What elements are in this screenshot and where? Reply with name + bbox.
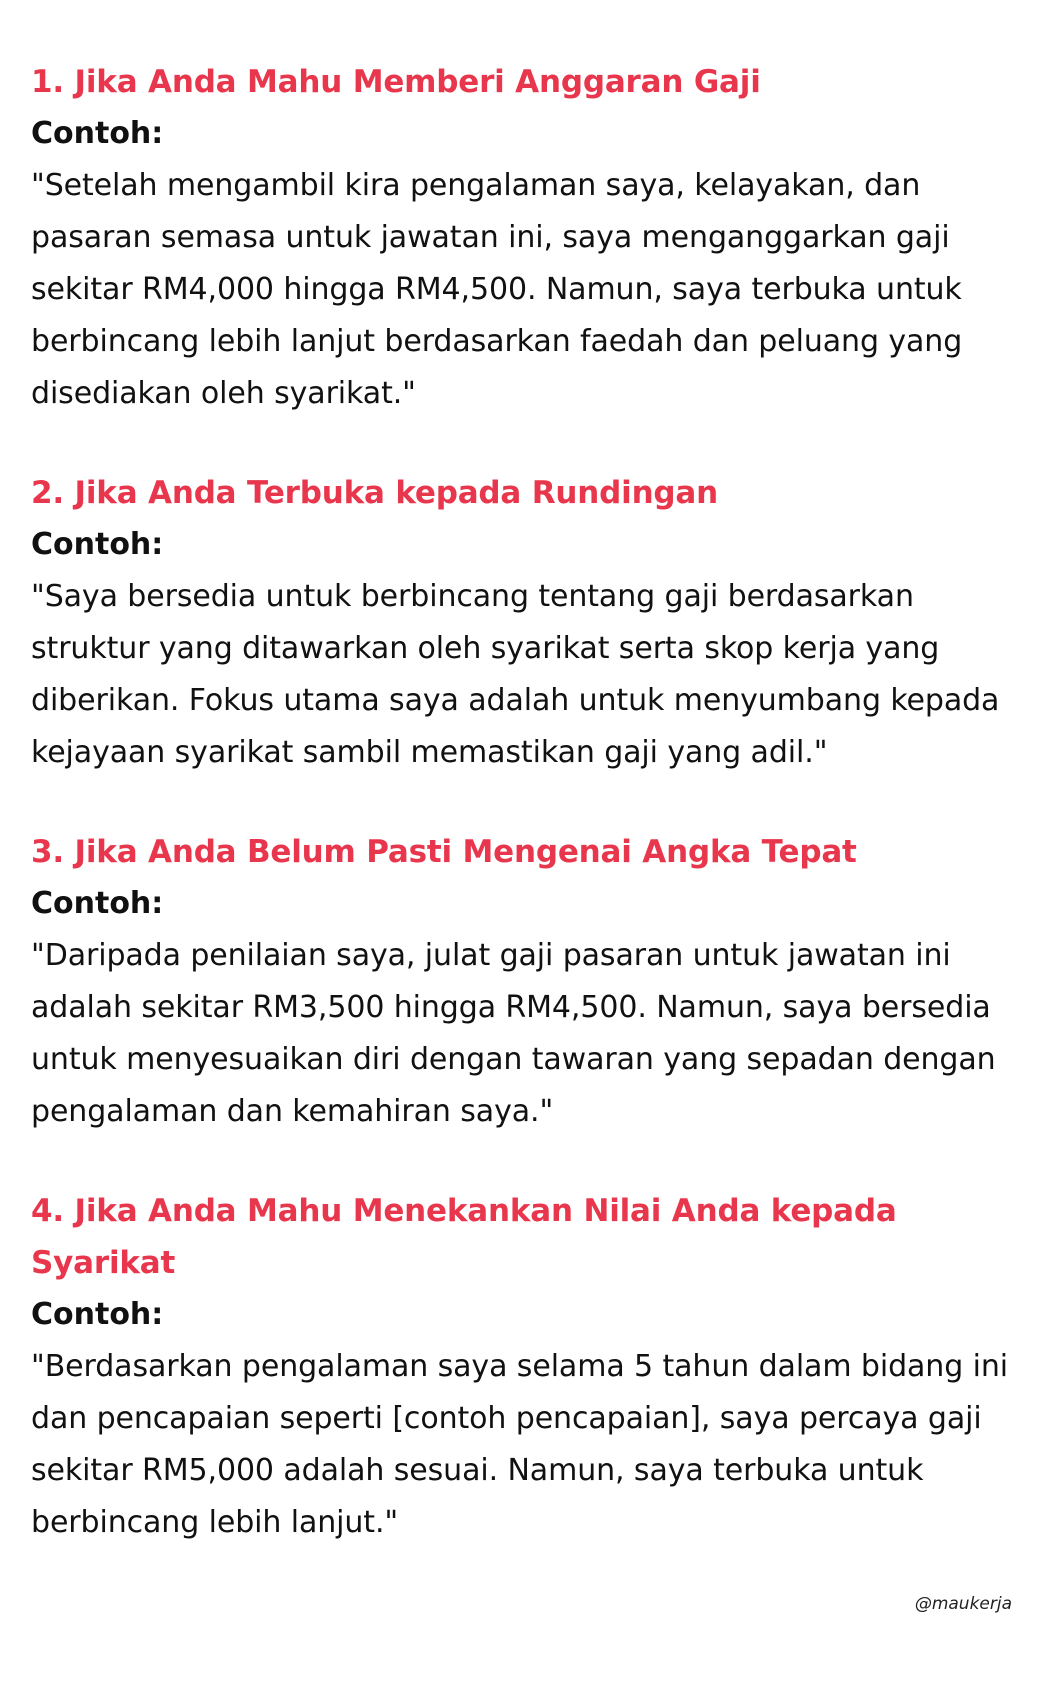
document-body <box>31 56 1031 1596</box>
watermark: @maukerja <box>914 1594 1012 1614</box>
example-quote: "Daripada penilaian saya, julat gaji pasaran untuk jawatan ini adalah sekitar RM3,500 hingga RM4,500. Namun, saya bersedia untuk menyesuaikan diri dengan tawaran yang sepadan dengan pengalaman dan kemahiran saya." <box>31 938 996 1129</box>
section-heading: 4. Jika Anda Mahu Menekankan Nilai Anda kepada Syarikat <box>31 1193 897 1281</box>
section-4 <box>31 1185 1031 1549</box>
example-quote: "Setelah mengambil kira pengalaman saya, kelayakan, dan pasaran semasa untuk jawatan ini, saya menganggarkan gaji sekitar RM4,000 hingga RM4,500. Namun, saya terbuka untuk berbincang lebih lanjut berdasarkan faedah dan peluang yang disediakan oleh syarikat." <box>31 168 963 411</box>
section-heading: 2. Jika Anda Terbuka kepada Rundingan <box>31 475 719 511</box>
example-label: Contoh: <box>31 1297 164 1332</box>
example-quote: "Berdasarkan pengalaman saya selama 5 tahun dalam bidang ini dan pencapaian seperti [contoh pencapaian], saya percaya gaji sekitar RM5,000 adalah sesuai. Namun, saya terbuka untuk berbincang lebih lanjut." <box>31 1349 1008 1540</box>
section-1 <box>31 56 1031 420</box>
example-label: Contoh: <box>31 886 164 921</box>
section-2 <box>31 467 1031 779</box>
example-label: Contoh: <box>31 116 164 151</box>
section-heading: 3. Jika Anda Belum Pasti Mengenai Angka Tepat <box>31 834 857 870</box>
example-label: Contoh: <box>31 527 164 562</box>
example-quote: "Saya bersedia untuk berbincang tentang gaji berdasarkan struktur yang ditawarkan oleh syarikat serta skop kerja yang diberikan. Fokus utama saya adalah untuk menyumbang kepada kejayaan syarikat sambil memastikan gaji yang adil." <box>31 579 1000 770</box>
section-heading: 1. Jika Anda Mahu Memberi Anggaran Gaji <box>31 64 761 100</box>
section-3 <box>31 826 1031 1138</box>
